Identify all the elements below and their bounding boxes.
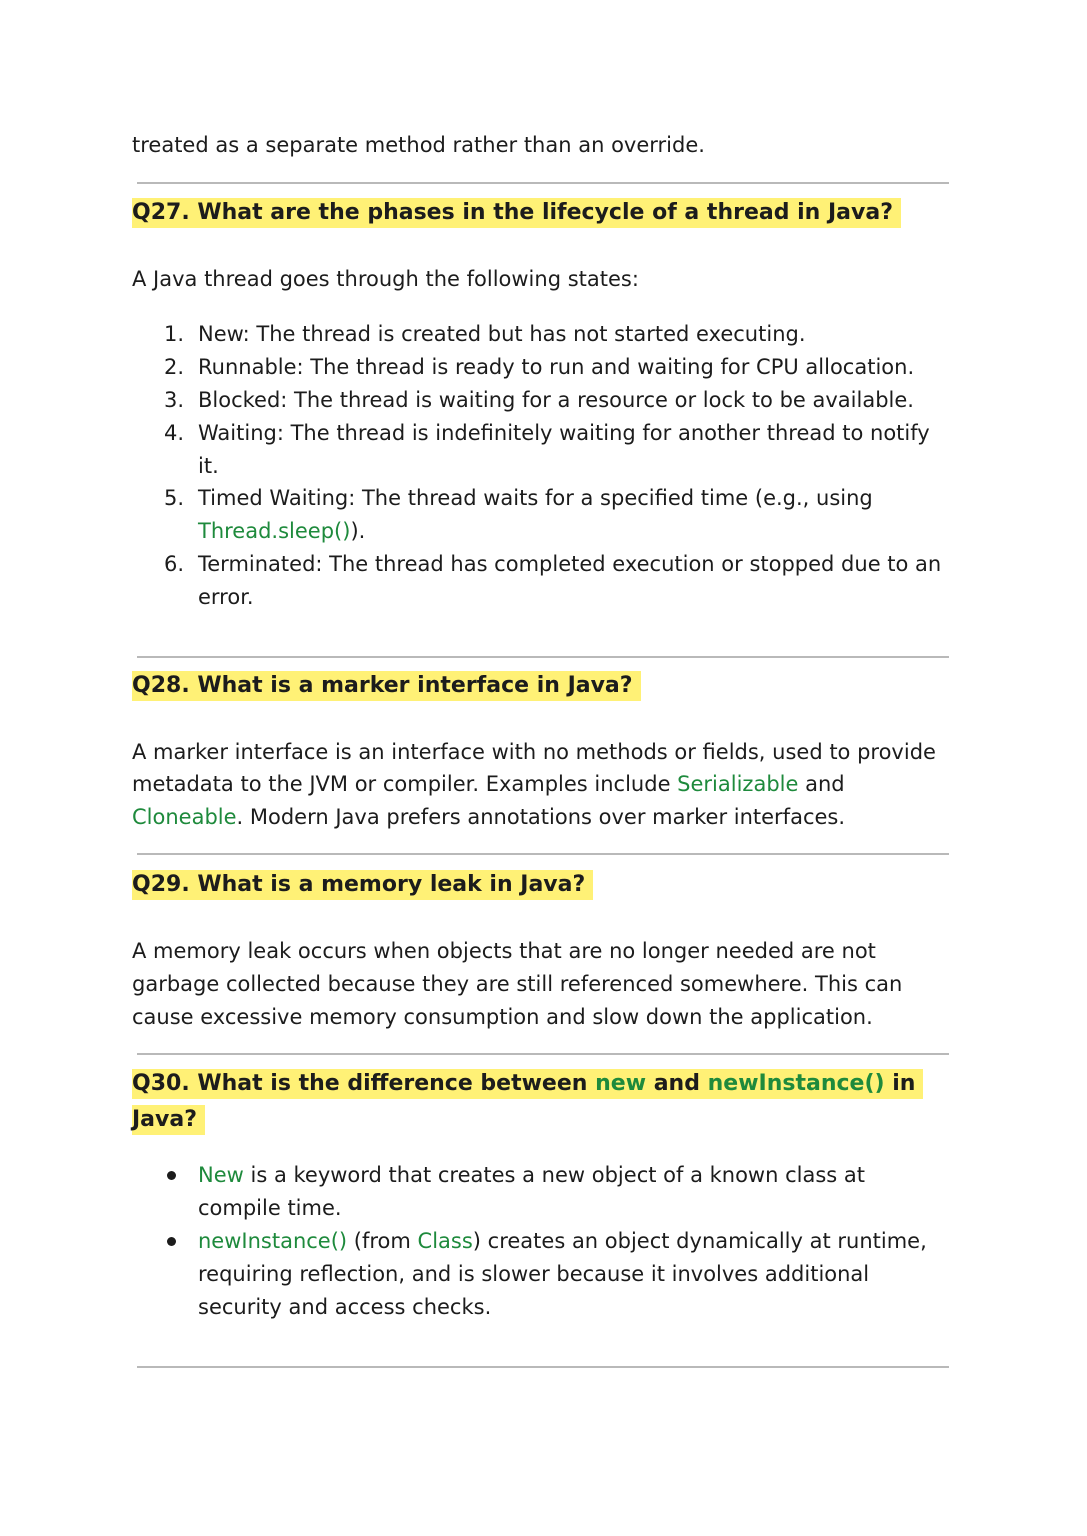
list-item-text-cont: error. (198, 585, 254, 609)
code-serializable: Serializable (677, 772, 799, 796)
list-item-text-cont: compile time. (198, 1196, 342, 1220)
q28-heading (132, 668, 641, 704)
q30-heading (132, 1066, 923, 1102)
list-number: 3. (163, 388, 184, 412)
code-newinstance: newInstance() (707, 1071, 885, 1096)
bullet-text: is a keyword that creates a new object of a known class at (243, 1163, 865, 1187)
q28-paragraph-line: A marker interface is an interface with no methods or fields, used to provide (132, 740, 936, 764)
q29-paragraph-line: A memory leak occurs when objects that are no longer needed are not (132, 939, 876, 963)
q29-paragraph-line: garbage collected because they are still referenced somewhere. This can (132, 972, 903, 996)
q28-text: metadata to the JVM or compiler. Examples include (132, 772, 678, 796)
list-number: 4. (163, 421, 184, 445)
code-class: Class (417, 1229, 473, 1253)
code-new: new (595, 1071, 647, 1096)
q29-heading-text: Q29. What is a memory leak in Java? (132, 870, 593, 900)
list-item-text: Blocked: The thread is waiting for a resource or lock to be available. (198, 388, 914, 412)
list-item-text: Timed Waiting: The thread waits for a specified time (e.g., using (198, 486, 873, 510)
section-divider (137, 853, 949, 855)
q30-heading-part: in (884, 1071, 916, 1096)
list-item-text (198, 1225, 927, 1258)
q27-heading (132, 195, 901, 231)
code-thread-sleep: Thread.sleep() (198, 519, 351, 543)
q29-heading (132, 867, 593, 903)
list-item-text: Waiting: The thread is indefinitely waiting for another thread to notify (198, 421, 930, 445)
list-number: 2. (163, 355, 184, 379)
bullet-text: ) creates an object dynamically at runtime, (472, 1229, 927, 1253)
list-item-text (198, 1159, 865, 1192)
q30-heading-text (132, 1069, 923, 1099)
section-divider (137, 182, 949, 184)
q28-text: . Modern Java prefers annotations over marker interfaces. (236, 805, 846, 829)
bullet-icon (167, 1171, 176, 1180)
section-divider (137, 1366, 949, 1368)
q30-heading-line2 (132, 1102, 205, 1138)
q29-paragraph-line: cause excessive memory consumption and slow down the application. (132, 1005, 873, 1029)
bullet-icon (167, 1237, 176, 1246)
list-item-text-cont: it. (198, 454, 219, 478)
list-number: 6. (163, 552, 184, 576)
list-item-text-cont: requiring reflection, and is slower because it involves additional (198, 1262, 870, 1286)
list-item-text: Runnable: The thread is ready to run and waiting for CPU allocation. (198, 355, 915, 379)
q28-paragraph-line (132, 801, 845, 834)
q30-heading-part: Q30. What is the difference between (132, 1071, 596, 1096)
list-number: 1. (163, 322, 184, 346)
q28-text: and (798, 772, 845, 796)
q30-heading-part: and (646, 1071, 708, 1096)
section-divider (137, 656, 949, 658)
q28-heading-text: Q28. What is a marker interface in Java? (132, 671, 641, 701)
list-number: 5. (163, 486, 184, 510)
list-item-text: New: The thread is created but has not started executing. (198, 322, 806, 346)
section-divider (137, 1053, 949, 1055)
list-item-tail: ). (350, 519, 366, 543)
q28-paragraph-line (132, 768, 845, 801)
code-newinstance-method: newInstance() (198, 1229, 348, 1253)
code-new-keyword: New (198, 1163, 244, 1187)
bullet-text: (from (347, 1229, 418, 1253)
intro-text: treated as a separate method rather than an override. (132, 133, 705, 157)
q27-heading-text: Q27. What are the phases in the lifecycle of a thread in Java? (132, 198, 901, 228)
code-cloneable: Cloneable (132, 805, 237, 829)
list-item-text-cont: security and access checks. (198, 1295, 492, 1319)
list-item-text: Terminated: The thread has completed execution or stopped due to an (198, 552, 942, 576)
q27-lead: A Java thread goes through the following states: (132, 267, 639, 291)
q30-heading-text-cont: Java? (132, 1105, 205, 1135)
list-item-text-cont (198, 515, 365, 548)
